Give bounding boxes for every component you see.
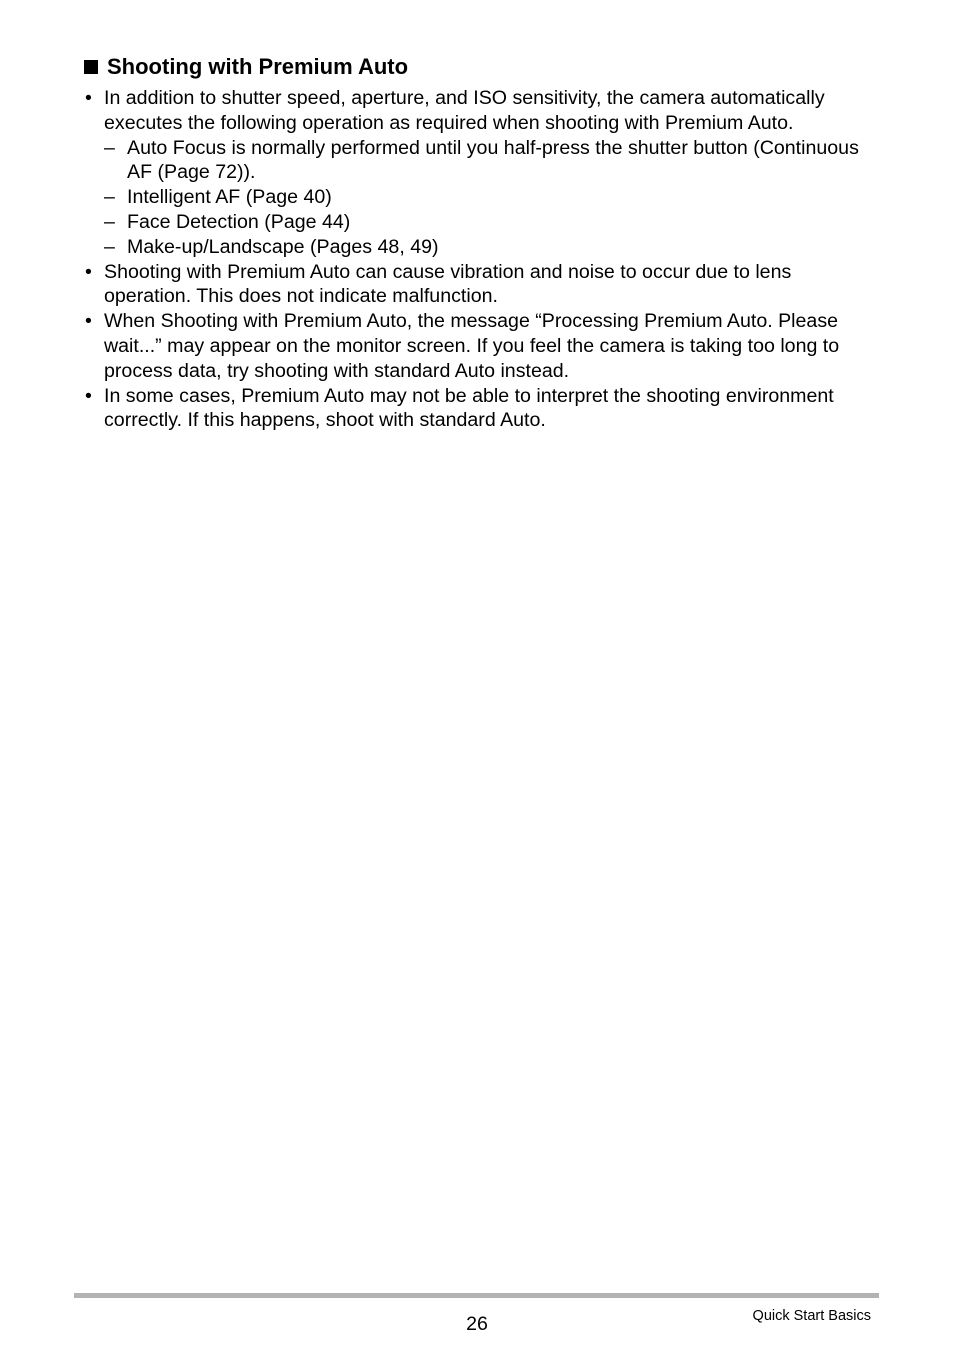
bullet-item (84, 309, 874, 383)
sub-item-text: Face Detection (Page 44) (127, 210, 351, 233)
sub-item (104, 235, 874, 260)
bullet-item (84, 86, 874, 260)
dash-marker: – (104, 235, 115, 258)
sub-list (104, 136, 874, 260)
page-number: 26 (466, 1313, 488, 1335)
bullet-text: When Shooting with Premium Auto, the message “Processing Premium Auto. Please wait...” may appear on the monitor screen. If you feel the camera is taking too long to process data, try shooting with standard Auto instead. (104, 310, 840, 382)
sub-item (104, 136, 874, 186)
dash-marker: – (104, 186, 115, 209)
bullet-text: In addition to shutter speed, aperture, and ISO sensitivity, the camera automatically executes the following operation as required when shooting with Premium Auto. (104, 87, 825, 134)
sub-item-text: Auto Focus is normally performed until you half-press the shutter button (Continuous AF (Page 72)). (127, 136, 859, 184)
section-heading (84, 53, 408, 81)
section-title: Shooting with Premium Auto (107, 54, 409, 79)
bullet-marker: • (85, 260, 92, 283)
black-square-icon (84, 60, 98, 74)
bullet-list (84, 86, 874, 433)
bullet-text: Shooting with Premium Auto can cause vibration and noise to occur due to lens operation. This does not indicate malfunction. (104, 260, 792, 308)
sub-item (104, 210, 874, 235)
footer-divider (74, 1293, 879, 1298)
dash-marker: – (104, 210, 115, 233)
bullet-marker: • (85, 384, 92, 407)
bullet-item (84, 260, 874, 310)
bullet-marker: • (85, 87, 92, 109)
bullet-marker: • (85, 310, 92, 333)
bullet-item (84, 384, 874, 434)
bullet-text: In some cases, Premium Auto may not be able to interpret the shooting environment correctly. If this happens, shoot with standard Auto. (104, 384, 834, 432)
dash-marker: – (104, 136, 115, 159)
footer-section-name: Quick Start Basics (752, 1308, 871, 1324)
sub-item-text: Intelligent AF (Page 40) (127, 186, 332, 209)
sub-item-text: Make-up/Landscape (Pages 48, 49) (127, 235, 439, 258)
sub-item (104, 185, 874, 210)
body-content (84, 86, 874, 433)
